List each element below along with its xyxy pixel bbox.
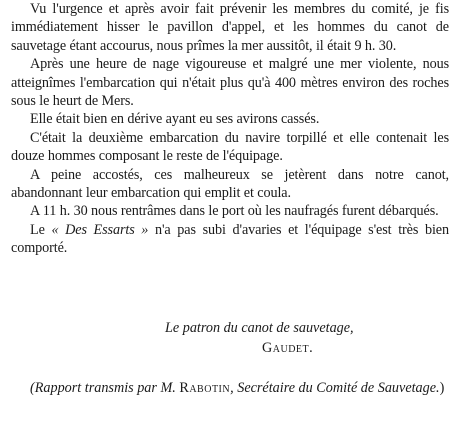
- paragraph-7: [11, 221, 449, 258]
- signature-title: Le patron du canot de sauvetage,: [165, 320, 354, 336]
- paragraph-6: A 11 h. 30 nous rentrâmes dans le port où les naufragés furent débarqués.: [30, 203, 439, 220]
- ship-name: « Des Essarts »: [51, 221, 149, 238]
- report-person: Rabotin: [179, 380, 231, 396]
- report-role: , Secrétaire du Comité de Sauvetage.: [230, 380, 440, 396]
- report-open: (Rapport transmis par M.: [30, 380, 180, 396]
- paragraph-4: C'était la deuxième embarcation du navire torpillé et elle contenait les douze hommes composant le reste de l'équipage.: [11, 129, 449, 165]
- paragraph-3: Elle était bien en dérive ayant eu ses avirons cassés.: [30, 111, 320, 128]
- paragraph-1: Vu l'urgence et après avoir fait prévenir les membres du comité, je fis immédiatement hisser le pavillon d'appel, et les hommes du canot de sauvetage étant accourus, nous prîmes la mer aussitôt, il était 9 h. 30.: [11, 1, 449, 54]
- report-note: [11, 379, 449, 397]
- paragraph-7-suffix: n'a pas subi d'avaries et l'équipage s'est très bien comporté.: [11, 221, 449, 257]
- signature-name: Gaudet.: [262, 340, 314, 356]
- paragraph-5: A peine accostés, ces malheureux se jetèrent dans notre canot, abandonnant leur embarcation qui emplit et coula.: [11, 166, 449, 202]
- report-body: [11, 0, 449, 258]
- report-close: ): [439, 380, 445, 396]
- paragraph-7-prefix: Le: [30, 221, 52, 238]
- paragraph-2: Après une heure de nage vigoureuse et malgré une mer violente, nous atteignîmes l'embarcation qui n'était plus qu'à 400 mètres environ des roches sous le heurt de Mers.: [11, 56, 449, 110]
